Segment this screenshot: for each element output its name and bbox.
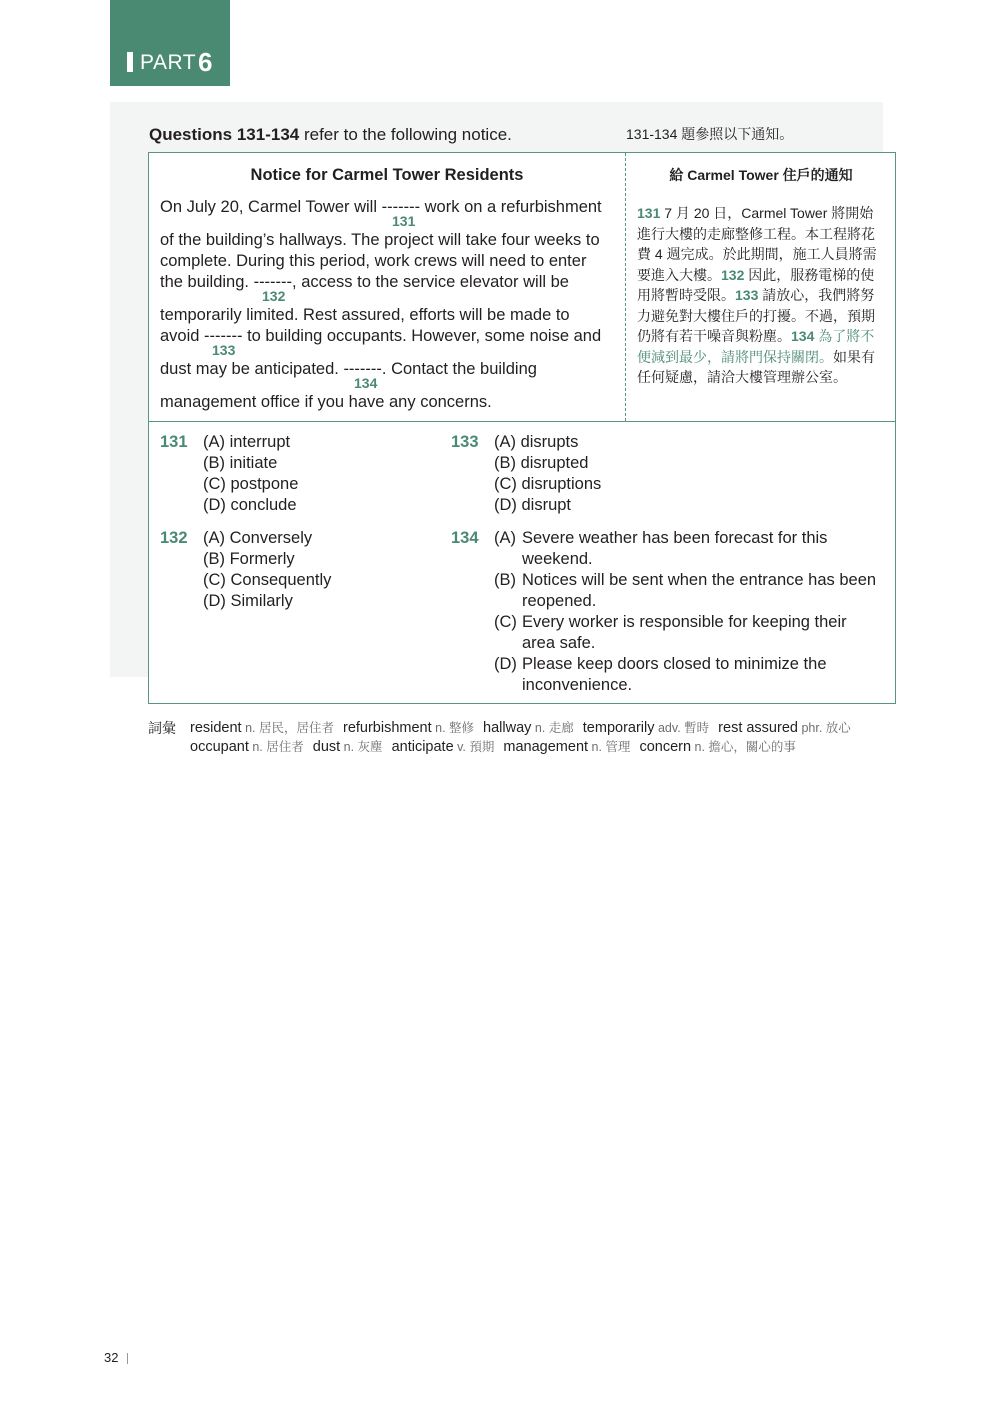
vocab-word: refurbishment xyxy=(342,720,432,736)
option-132-a[interactable]: (A) Conversely xyxy=(203,529,313,547)
option-133-d[interactable]: (D) disrupt xyxy=(494,496,572,514)
blank-number-133: 133 xyxy=(212,342,236,358)
question-heading-zh: 131-134 題參照以下通知。 xyxy=(626,126,794,142)
vocab-word: concern xyxy=(639,739,692,755)
option-134-d-text[interactable]: Please keep doors closed to minimize the xyxy=(522,655,827,673)
notice-line: dust may be anticipated. -------. Contact the building xyxy=(160,360,537,378)
option-134-c-text[interactable]: Every worker is responsible for keeping their xyxy=(522,613,847,631)
translation-num-134: 134 xyxy=(791,328,815,344)
option-134-b-letter[interactable]: (B) xyxy=(494,571,516,589)
vocab-pos: n. xyxy=(241,721,259,735)
part-header-tab xyxy=(110,0,230,86)
part-bar-icon xyxy=(127,52,133,72)
vocab-pos: phr. xyxy=(797,721,826,735)
blank-number-132: 132 xyxy=(262,288,286,304)
vocab-pos: n. xyxy=(588,740,606,754)
translation-body xyxy=(637,203,887,388)
question-number-132: 132 xyxy=(160,529,188,547)
vocab-def: 走廊 xyxy=(548,721,574,735)
option-131-c[interactable]: (C) postpone xyxy=(203,475,299,493)
translation-num-131: 131 xyxy=(637,205,661,221)
notice-line: complete. During this period, work crews will need to enter xyxy=(160,252,587,270)
vocab-def: 暫時 xyxy=(684,721,710,735)
page-number: 32 xyxy=(104,1350,119,1365)
translation-num-133: 133 xyxy=(735,287,759,303)
option-134-d-letter[interactable]: (D) xyxy=(494,655,517,673)
vocab-word: management xyxy=(503,739,589,755)
option-131-d[interactable]: (D) conclude xyxy=(203,496,297,514)
option-134-b-text-cont[interactable]: reopened. xyxy=(522,592,597,610)
notice-box xyxy=(148,152,896,704)
vocab-pos: adv. xyxy=(654,721,685,735)
vocab-pos: n. xyxy=(691,740,709,754)
vocab-def: 管理 xyxy=(605,740,631,754)
option-134-a-text-cont[interactable]: weekend. xyxy=(522,550,593,568)
translation-num-132: 132 xyxy=(721,266,745,283)
vocab-def: 整修 xyxy=(449,721,475,735)
column-divider xyxy=(625,153,626,421)
option-134-c-text-cont[interactable]: area safe. xyxy=(522,634,596,652)
vocab-def: 擔心，關心的事 xyxy=(708,740,796,754)
notice-line: the building. -------, access to the service elevator will be xyxy=(160,273,569,291)
option-134-b-text[interactable]: Notices will be sent when the entrance has been xyxy=(522,571,877,589)
option-134-a-letter[interactable]: (A) xyxy=(494,529,516,547)
translation-text: 請放心，我們將努力避免對大樓住戶的打擾。不過，預期仍將有若干噪音與粉塵。 xyxy=(637,287,875,344)
notice-line: On July 20, Carmel Tower will ------- work on a refurbishment xyxy=(160,198,602,216)
blank-number-134: 134 xyxy=(354,375,378,391)
translation-text: 因此，服務電梯的使用將暫時受限。 xyxy=(637,266,875,303)
part-number: 6 xyxy=(198,47,213,77)
notice-line: management office if you have any concerns. xyxy=(160,393,492,411)
vocab-word: hallway xyxy=(483,720,532,736)
translation-answer-highlight: 為了將不便減到最少，請將門保持關閉。 xyxy=(637,328,875,365)
option-132-b[interactable]: (B) Formerly xyxy=(203,550,295,568)
option-132-d[interactable]: (D) Similarly xyxy=(203,592,293,610)
option-134-c-letter[interactable]: (C) xyxy=(494,613,517,631)
vocab-pos: n. xyxy=(248,740,267,754)
vocab-word: resident xyxy=(190,720,242,736)
option-133-c[interactable]: (C) disruptions xyxy=(494,475,602,493)
option-131-b[interactable]: (B) initiate xyxy=(203,454,278,472)
vocab-pos: n. xyxy=(431,721,450,735)
question-number-133: 133 xyxy=(451,433,479,451)
vocab-def: 預期 xyxy=(469,740,495,754)
vocab-line-2 xyxy=(190,737,805,755)
vocab-line-1 xyxy=(190,718,860,736)
question-range: Questions 131-134 xyxy=(149,125,300,144)
part-label: PART xyxy=(140,51,197,74)
option-132-c[interactable]: (C) Consequently xyxy=(203,571,332,589)
option-133-b[interactable]: (B) disrupted xyxy=(494,454,589,472)
vocab-def: 居住者 xyxy=(266,740,304,754)
notice-line: temporarily limited. Rest assured, efforts will be made to xyxy=(160,306,570,324)
vocab-pos: v. xyxy=(453,740,470,754)
notice-line: of the building’s hallways. The project will take four weeks to xyxy=(160,231,600,249)
vocab-def: 放心 xyxy=(825,721,851,735)
question-heading-rest: refer to the following notice. xyxy=(299,125,512,144)
question-number-131: 131 xyxy=(160,433,188,451)
page-number-separator xyxy=(127,1353,128,1364)
notice-line: avoid ------- to building occupants. However, some noise and xyxy=(160,327,602,345)
option-133-a[interactable]: (A) disrupts xyxy=(494,433,579,451)
vocab-word: anticipate xyxy=(391,739,454,755)
vocab-label: 詞彙 xyxy=(148,720,176,736)
question-heading xyxy=(149,125,512,145)
notice-title: Notice for Carmel Tower Residents xyxy=(250,166,524,184)
option-131-a[interactable]: (A) interrupt xyxy=(203,433,291,451)
option-134-a-text[interactable]: Severe weather has been forecast for this xyxy=(522,529,828,547)
vocab-word: dust xyxy=(312,739,341,755)
question-number-134: 134 xyxy=(451,529,479,547)
vocab-def: 灰塵 xyxy=(357,740,383,754)
vocab-pos: n. xyxy=(340,740,358,754)
options-divider xyxy=(149,421,895,422)
option-134-d-text-cont[interactable]: inconvenience. xyxy=(522,676,633,694)
vocab-def: 居民，居住者 xyxy=(258,721,334,735)
vocab-word: rest assured xyxy=(718,720,798,736)
vocab-pos: n. xyxy=(531,721,549,735)
translation-title: 給 Carmel Tower 住戶的通知 xyxy=(669,167,853,183)
translation-text: 7 月 20 日，Carmel Tower 將開始進行大樓的走廊整修工程。本工程將花費 4 週完成。於此期間，施工人員將需要進入大樓。 xyxy=(637,205,877,283)
vocab-word: occupant xyxy=(190,739,249,755)
blank-number-131: 131 xyxy=(392,213,416,229)
translation-text: 如果有任何疑慮，請洽大樓管理辦公室。 xyxy=(637,348,875,385)
vocab-word: temporarily xyxy=(582,720,655,736)
